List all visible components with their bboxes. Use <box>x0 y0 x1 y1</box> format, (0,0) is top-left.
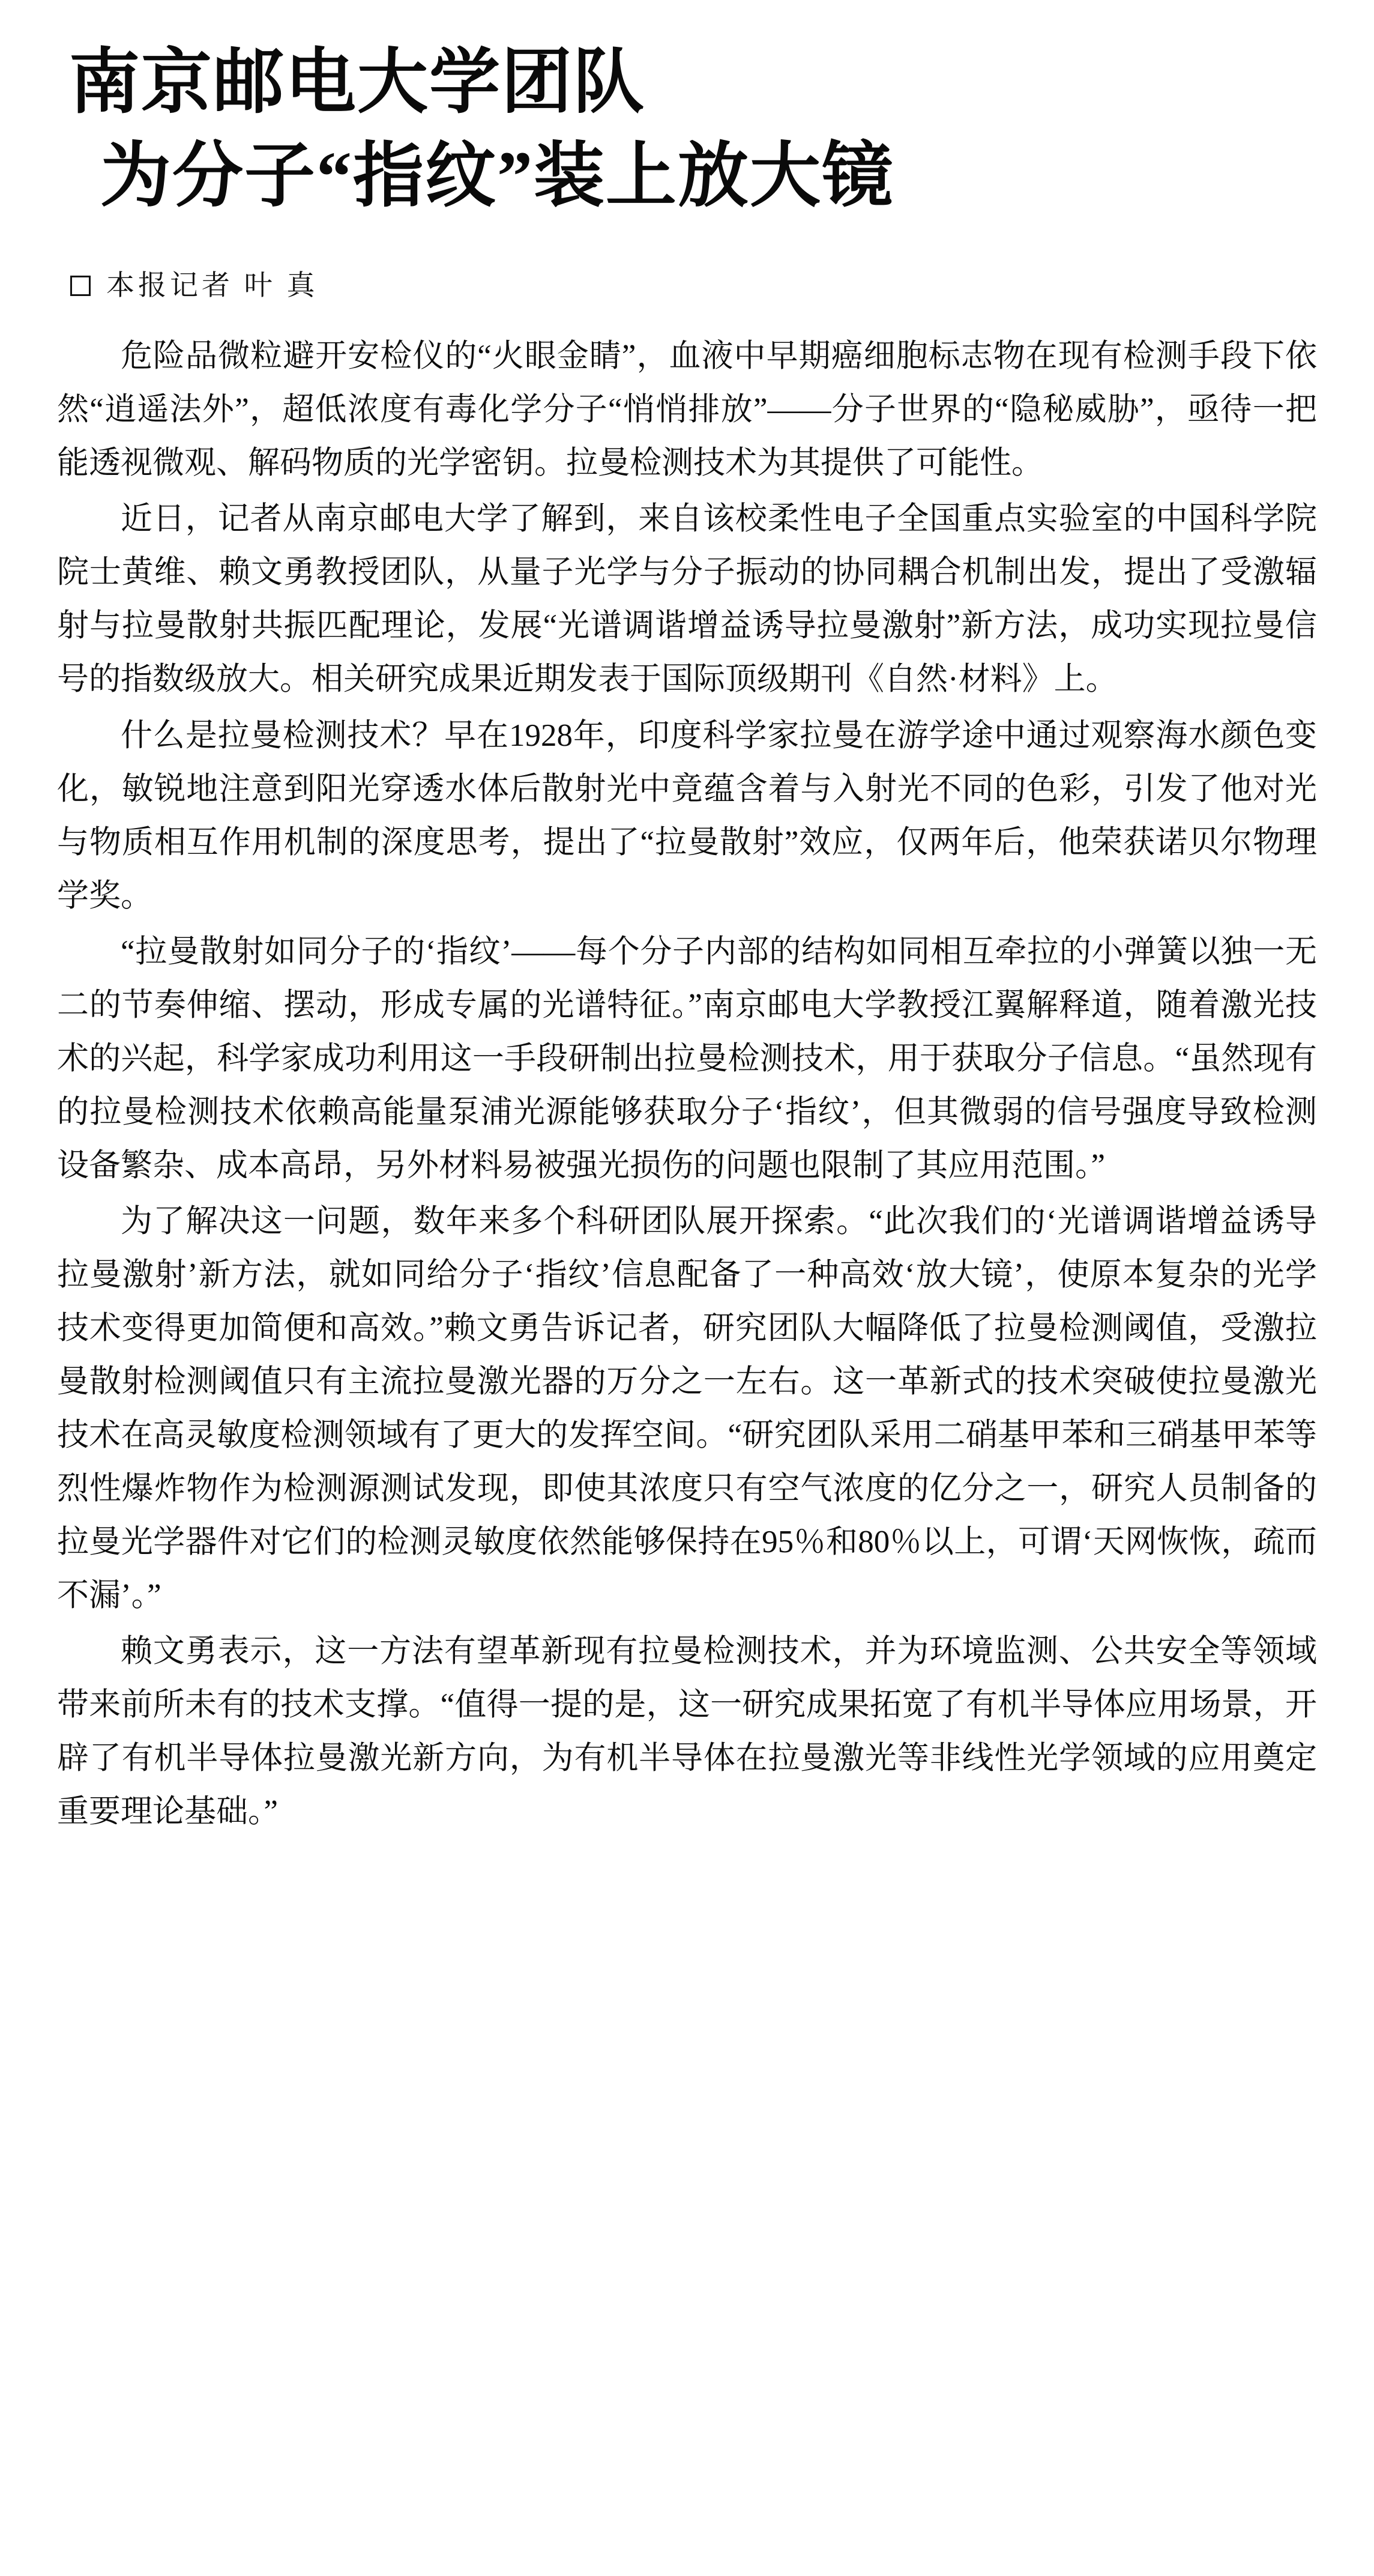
paragraph: 什么是拉曼检测技术？早在1928年，印度科学家拉曼在游学途中通过观察海水颜色变化，敏锐地注意到阳光穿透水体后散射光中竟蕴含着与入射光不同的色彩，引发了他对光与物质相互作用机制的深度思考，提出了“拉曼散射”效应，仅两年后，他荣获诺贝尔物理学奖。 <box>57 718 1317 913</box>
article-body <box>57 330 1317 1839</box>
headline-line-1: 南京邮电大学团队 <box>69 43 646 122</box>
paragraph: 为了解决这一问题，数年来多个科研团队展开探索。“此次我们的‘光谱调谐增益诱导拉曼激射’新方法，就如同给分子‘指纹’信息配备了一种高效‘放大镜’，使原本复杂的光学技术变得更加简便和高效。”赖文勇告诉记者，研究团队大幅降低了拉曼检测阈值，受激拉曼散射检测阈值只有主流拉曼激光器的万分之一左右。这一革新式的技术突破使拉曼激光技术在高灵敏度检测领域有了更大的发挥空间。“研究团队采用二硝基甲苯和三硝基甲苯等烈性爆炸物作为检测源测试发现，即使其浓度只有空气浓度的亿分之一，研究人员制备的拉曼光学器件对它们的检测灵敏度依然能够保持在95％和80％以上，可谓‘天网恢恢，疏而不漏’。” <box>57 1203 1317 1613</box>
headline-line-2: 为分子“指纹”装上放大镜 <box>100 136 894 216</box>
page-title <box>57 36 1317 223</box>
paragraph: 近日，记者从南京邮电大学了解到，来自该校柔性电子全国重点实验室的中国科学院院士黄维、赖文勇教授团队，从量子光学与分子振动的协同耦合机制出发，提出了受激辐射与拉曼散射共振匹配理论，发展“光谱调谐增益诱导拉曼激射”新方法，成功实现拉曼信号的指数级放大。相关研究成果近期发表于国际顶级期刊《自然·材料》上。 <box>57 501 1317 697</box>
byline <box>57 267 1317 306</box>
square-bullet-icon <box>70 276 91 296</box>
byline-text: 本报记者 叶 真 <box>106 270 319 301</box>
paragraph: 危险品微粒避开安检仪的“火眼金睛”，血液中早期癌细胞标志物在现有检测手段下依然“逍遥法外”，超低浓度有毒化学分子“悄悄排放”——分子世界的“隐秘威胁”，亟待一把能透视微观、解码物质的光学密钥。拉曼检测技术为其提供了可能性。 <box>57 339 1317 481</box>
paragraph: “拉曼散射如同分子的‘指纹’——每个分子内部的结构如同相互牵拉的小弹簧以独一无二的节奏伸缩、摆动，形成专属的光谱特征。”南京邮电大学教授江翼解释道，随着激光技术的兴起，科学家成功利用这一手段研制出拉曼检测技术，用于获取分子信息。“虽然现有的拉曼检测技术依赖高能量泵浦光源能够获取分子‘指纹’，但其微弱的信号强度导致检测设备繁杂、成本高昂，另外材料易被强光损伤的问题也限制了其应用范围。” <box>57 934 1317 1183</box>
paragraph: 赖文勇表示，这一方法有望革新现有拉曼检测技术，并为环境监测、公共安全等领域带来前所未有的技术支撑。“值得一提的是，这一研究成果拓宽了有机半导体应用场景，开辟了有机半导体拉曼激光新方向，为有机半导体在拉曼激光等非线性光学领域的应用奠定重要理论基础。” <box>57 1634 1317 1830</box>
